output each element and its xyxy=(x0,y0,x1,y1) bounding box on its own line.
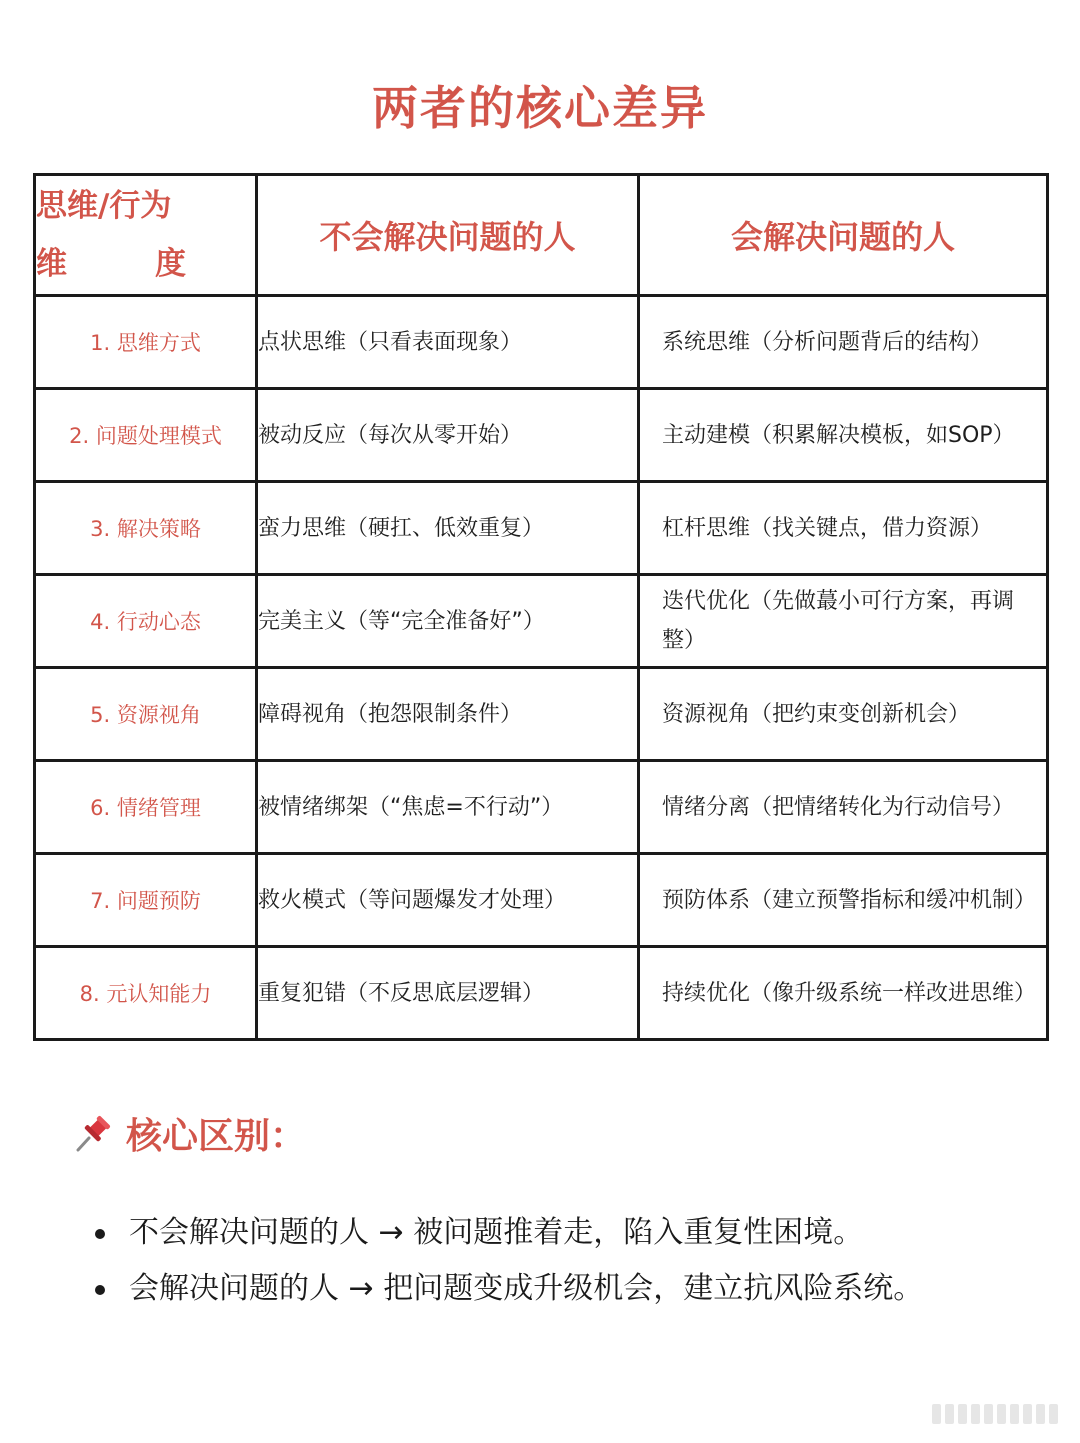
header-bad-solver: 不会解决问题的人 xyxy=(257,175,639,296)
row-good-cell: 预防体系（建立预警指标和缓冲机制） xyxy=(639,854,1048,947)
header-dimension-line1: 思维/行为 xyxy=(36,188,172,224)
table-row xyxy=(35,575,1048,668)
summary-heading-text: 核心区别： xyxy=(126,1116,307,1157)
list-item-text: 不会解决问题的人 → 被问题推着走，陷入重复性困境。 xyxy=(129,1215,864,1250)
table-row xyxy=(35,761,1048,854)
header-dimension xyxy=(35,175,257,296)
row-dimension: 7. 问题预防 xyxy=(35,854,257,947)
row-dimension: 2. 问题处理模式 xyxy=(35,389,257,482)
row-good-cell: 资源视角（把约束变创新机会） xyxy=(639,668,1048,761)
pushpin-icon xyxy=(72,1114,112,1154)
table-row xyxy=(35,854,1048,947)
table-header-row xyxy=(35,175,1048,296)
row-dimension: 4. 行动心态 xyxy=(35,575,257,668)
list-item xyxy=(95,1261,995,1317)
row-good-cell: 持续优化（像升级系统一样改进思维） xyxy=(639,947,1048,1040)
summary-heading xyxy=(72,1108,306,1159)
list-item-text: 会解决问题的人 → 把问题变成升级机会，建立抗风险系统。 xyxy=(129,1271,924,1306)
table-row xyxy=(35,296,1048,389)
row-bad-cell: 蛮力思维（硬扛、低效重复） xyxy=(257,482,639,575)
row-good-cell: 主动建模（积累解决模板，如SOP） xyxy=(639,389,1048,482)
table-row xyxy=(35,947,1048,1040)
row-dimension: 6. 情绪管理 xyxy=(35,761,257,854)
page-title: 两者的核心差异 xyxy=(372,81,708,135)
row-dimension: 1. 思维方式 xyxy=(35,296,257,389)
bullet-dot-icon xyxy=(95,1229,105,1239)
table-row xyxy=(35,482,1048,575)
row-good-cell: 情绪分离（把情绪转化为行动信号） xyxy=(639,761,1048,854)
header-good-solver: 会解决问题的人 xyxy=(639,175,1048,296)
row-bad-cell: 点状思维（只看表面现象） xyxy=(257,296,639,389)
row-bad-cell: 重复犯错（不反思底层逻辑） xyxy=(257,947,639,1040)
row-dimension: 3. 解决策略 xyxy=(35,482,257,575)
row-bad-cell: 完美主义（等“完全准备好”） xyxy=(257,575,639,668)
bullet-dot-icon xyxy=(95,1285,105,1295)
row-dimension: 8. 元认知能力 xyxy=(35,947,257,1040)
row-dimension: 5. 资源视角 xyxy=(35,668,257,761)
table-row xyxy=(35,389,1048,482)
watermark xyxy=(932,1404,1058,1426)
row-good-cell: 杠杆思维（找关键点，借力资源） xyxy=(639,482,1048,575)
header-dimension-line2: 维 度 xyxy=(36,246,186,282)
row-good-cell: 系统思维（分析问题背后的结构） xyxy=(639,296,1048,389)
row-bad-cell: 障碍视角（抱怨限制条件） xyxy=(257,668,639,761)
row-bad-cell: 被情绪绑架（“焦虑=不行动”） xyxy=(257,761,639,854)
table-row xyxy=(35,668,1048,761)
list-item xyxy=(95,1205,995,1261)
row-bad-cell: 被动反应（每次从零开始） xyxy=(257,389,639,482)
row-bad-cell: 救火模式（等问题爆发才处理） xyxy=(257,854,639,947)
comparison-table xyxy=(33,173,1049,1041)
summary-list xyxy=(95,1205,995,1317)
row-good-cell: 迭代优化（先做蕞小可行方案，再调整） xyxy=(639,575,1048,668)
